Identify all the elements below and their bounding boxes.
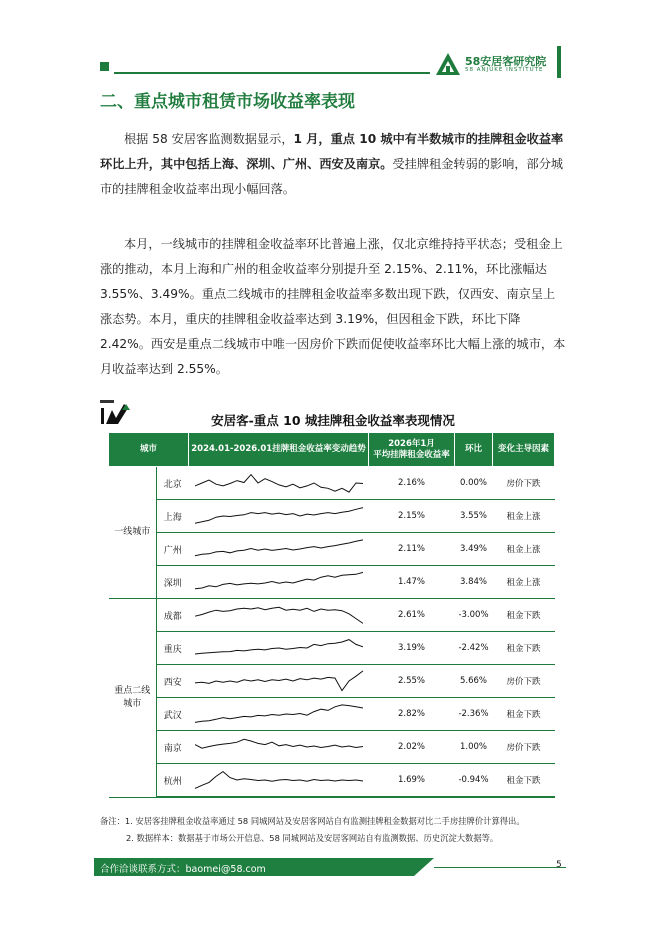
table-row (109, 500, 555, 533)
yield-cell: 3.19% (369, 632, 455, 665)
table-row (109, 467, 555, 500)
mom-cell: -2.42% (455, 632, 493, 665)
table-row (109, 665, 555, 698)
mom-cell: -3.00% (455, 599, 493, 632)
table-row (109, 599, 555, 632)
mom-cell: 3.84% (455, 566, 493, 599)
city-cell: 深圳 (157, 566, 189, 599)
mom-cell: 3.49% (455, 533, 493, 566)
factor-cell: 租金下跌 (493, 764, 555, 798)
mom-cell: 5.66% (455, 665, 493, 698)
group-tier2 (109, 599, 157, 798)
yield-table (108, 432, 555, 798)
city-cell: 西安 (157, 665, 189, 698)
trend-cell (189, 533, 369, 566)
sparkline (189, 731, 369, 763)
trend-cell (189, 467, 369, 500)
header-city: 城市 (109, 433, 189, 467)
sparkline-path (195, 508, 363, 524)
sparkline-path (195, 671, 363, 691)
factor-cell: 租金下跌 (493, 698, 555, 731)
trend-cell (189, 566, 369, 599)
city-cell: 杭州 (157, 764, 189, 798)
factor-cell: 租金下跌 (493, 632, 555, 665)
yield-cell: 2.55% (369, 665, 455, 698)
header-mom: 环比 (455, 433, 493, 467)
factor-cell: 房价下跌 (493, 467, 555, 500)
sparkline-path (195, 475, 363, 493)
factor-cell: 租金上涨 (493, 566, 555, 599)
yield-cell: 2.11% (369, 533, 455, 566)
note-2: 2. 数据样本：数据基于市场公开信息、58 同城网站及安居客网站自有监测数据、历史沉淀大数据等。 (126, 833, 499, 843)
header-rule (114, 72, 430, 74)
table-row (109, 533, 555, 566)
yield-cell: 1.47% (369, 566, 455, 599)
trend-cell (189, 599, 369, 632)
mom-cell: -2.36% (455, 698, 493, 731)
sparkline (189, 533, 369, 565)
logo-en-text: 58 ANJUKE INSTITUTE (465, 67, 544, 73)
trend-cell (189, 698, 369, 731)
sparkline-path (195, 705, 363, 723)
p2-text: 本月，一线城市的挂牌租金收益率环比普遍上涨，仅北京维持持平状态；受租金上涨的推动，本月上海和广州的租金收益率分别提升至 2.15%、2.11%，环比涨幅达 3.55%、3.49%。重点二线城市的挂牌租金收益率多数出现下跌，仅西安、南京呈上涨态势。本月，重庆的挂牌租金收益率达到 3.19%，但因租金下跌，环比下降 2.42%。西安是重点二线城市中唯一因房价下跌而促使收益率环比大幅上涨的城市，本月收益率达到 2.55%。 (100, 237, 566, 376)
paragraph-2 (100, 232, 566, 382)
p1-highlight: 1 月，重点 10 城中有半数城市的挂牌租金收益率环比上升，其中包括上海、深圳、广州、西安及南京。 (100, 132, 564, 171)
p1-intro: 根据 58 安居客监测数据显示， (124, 132, 294, 146)
chart-title: 安居客-重点 10 城挂牌租金收益率表现情况 (211, 413, 455, 428)
trend-cell (189, 632, 369, 665)
p1-rest: 受挂牌租金转弱的影响，部分城市的挂牌租金收益率出现小幅回落。 (100, 157, 564, 196)
factor-cell: 房价下跌 (493, 731, 555, 764)
sparkline-path (195, 772, 363, 789)
trend-cell (189, 764, 369, 798)
header-yield-line2: 平均挂牌租金收益率 (373, 449, 450, 460)
sparkline (189, 500, 369, 532)
table-row (109, 698, 555, 731)
yield-cell: 1.69% (369, 764, 455, 798)
footer-contact: 合作洽谈联系方式：baomei@58.com (100, 864, 266, 875)
sparkline-path (195, 607, 363, 623)
yield-cell: 2.02% (369, 731, 455, 764)
table-row (109, 764, 555, 798)
footer-rule (434, 867, 566, 868)
sparkline-path (195, 640, 363, 654)
group-tier1: 一线城市 (109, 467, 157, 599)
group-tier2-line2: 城市 (123, 698, 142, 709)
header-accent-bar (557, 46, 561, 78)
brand-logo (435, 50, 565, 80)
yield-cell: 2.61% (369, 599, 455, 632)
mom-cell: -0.94% (455, 764, 493, 798)
yield-cell: 2.15% (369, 500, 455, 533)
footer-wedge (414, 858, 434, 876)
table-header-row (109, 433, 555, 467)
sparkline (189, 566, 369, 598)
yield-cell: 2.16% (369, 467, 455, 500)
city-cell: 上海 (157, 500, 189, 533)
header-factor: 变化主导因素 (493, 433, 555, 467)
header-square (100, 62, 109, 71)
sparkline-path (195, 739, 363, 748)
city-cell: 广州 (157, 533, 189, 566)
city-cell: 南京 (157, 731, 189, 764)
logo-cn-text: 58安居客研究院 (465, 55, 547, 68)
note-1: 备注：1. 安居客挂牌租金收益率通过 58 同城网站及安居客网站自有监测挂牌租金数据对比二手房挂牌价计算得出。 (100, 816, 525, 826)
factor-cell: 租金上涨 (493, 533, 555, 566)
sparkline (189, 764, 369, 796)
sparkline (189, 665, 369, 697)
city-cell: 北京 (157, 467, 189, 500)
mom-cell: 3.55% (455, 500, 493, 533)
paragraph-1 (100, 127, 566, 202)
mom-cell: 0.00% (455, 467, 493, 500)
factor-cell: 租金下跌 (493, 599, 555, 632)
city-cell: 重庆 (157, 632, 189, 665)
table-row (109, 632, 555, 665)
section-title: 二、重点城市租赁市场收益率表现 (100, 92, 355, 112)
trend-cell (189, 500, 369, 533)
table-row (109, 566, 555, 599)
mom-cell: 1.00% (455, 731, 493, 764)
logo-mark-icon (435, 52, 461, 76)
city-cell: 武汉 (157, 698, 189, 731)
header-yield-line1: 2026年1月 (388, 438, 435, 449)
header-yield (369, 433, 455, 467)
trend-cell (189, 665, 369, 698)
sparkline (189, 467, 369, 499)
trend-cell (189, 731, 369, 764)
yield-cell: 2.82% (369, 698, 455, 731)
notes (100, 813, 525, 847)
sparkline-path (195, 572, 363, 588)
group-tier2-line1: 重点二线 (114, 685, 151, 696)
sparkline-path (195, 540, 363, 556)
sparkline (189, 632, 369, 664)
city-cell: 成都 (157, 599, 189, 632)
sparkline (189, 698, 369, 730)
table-row (109, 731, 555, 764)
page-number: 5 (556, 860, 562, 870)
factor-cell: 房价下跌 (493, 665, 555, 698)
sparkline (189, 599, 369, 631)
header-trend: 2024.01-2026.01挂牌租金收益率变动趋势 (189, 433, 369, 467)
factor-cell: 租金上涨 (493, 500, 555, 533)
